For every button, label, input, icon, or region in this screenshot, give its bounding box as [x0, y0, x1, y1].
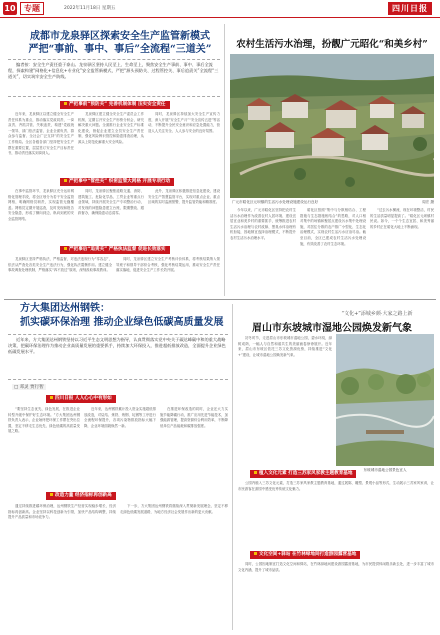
- article-d-subhead-1: 植入文化元素 打造三苏家风家教主题教育基地: [250, 470, 356, 478]
- article-a-body-1a: 近年来，龙泉驿区以建立健全安全生产责任体系为重点，推动落实党政同责、一岗双责、齐抓共管、失职追责，构建“党政统一领导、部门依法监管、企业全面负责、群众参与监督、全社会广泛支持”的安全生产工作格局。全区各级各部门坚持把安全生产摆在重要位置，层层签订安全生产目标责任书，推动责任落实到岗到人。: [8, 112, 74, 156]
- article-a-body-2a: 在事中监管环节，龙泉驿区充分运用网格化管理手段，将全区划分为若干安全监管网格，明确网格员职责，实现监管无缝覆盖。网格员定期开展巡查，及时发现和报告安全隐患，形成了横向到边、纵向到底的安全监管网络。: [8, 189, 74, 221]
- article-a-body-3b: 同时，龙泉驿区建立安全生产考核评价体系，将考核结果纳入领导班子和领导干部综合考核，强化考核结果运用，推动安全生产责任落实落地，促进安全生产工作长效开展。: [116, 257, 220, 273]
- article-a-body-1b: 龙泉驿区建立健全安全生产委员会工作机制，定期召开安全生产形势分析会，研究解决重大问题。全面推行企业安全生产标准化建设，督促企业建立全员安全生产责任制，强化风险辨识管控和隐患排查治理，从源头上防范化解重大安全风险。: [78, 112, 144, 144]
- article-d-photo-caption: 东坡城市湿地公园景色宜人: [363, 468, 407, 472]
- village-aerial-illustration: [230, 54, 434, 198]
- article-a-subhead-3: 严把事后“追责关” 严格执法监督 促进长效落实: [60, 246, 170, 254]
- wetland-park-illustration: [336, 334, 434, 466]
- page-header: [0, 0, 440, 18]
- article-b-body-2: 昭化区按照“集中与分散相结合、工程措施与生态措施相结合”的思路，对人口相对集中的场镇和聚居点建设污水集中处理设施，对居住分散的农户推广小型化、生态化治理模式，实现农村生活污水应治尽治。截至目前，全区已建成农村生活污水处理设施，有效改善了农村生态环境。: [300, 208, 366, 246]
- article-a-subhead-1: 严把事前“预防关” 完善机制体制 压实安全责任: [60, 101, 170, 109]
- page-number: 10: [4, 4, 16, 13]
- article-c-body-1b: 近年来，达州钢铁累计投入资金实施超低排放改造，对烧结、炼铁、炼钢、轧钢等工序进行全流程环保提升，各项污染物排放指标大幅下降，企业环境面貌焕然一新。: [84, 407, 156, 428]
- article-c-byline: □ 邓灵 贾行智: [14, 385, 44, 390]
- article-a-subhead-2: 严把事中“管控关” 织密监管大网格 开展专项行动: [60, 178, 174, 186]
- article-a-body-2b: 同时，龙泉驿区聚焦道路交通、消防、建筑施工、危险化学品、工贸企业等重点行业领域，持续开展安全生产专项整治行动，对发现的问题隐患建立台账、限期整改、跟踪督办，确保隐患动态清零。: [78, 189, 144, 216]
- article-b-headline: 农村生活污水治理，扮靓广元昭化“和美乡村”: [236, 39, 428, 50]
- article-a-lede: 编者按：安全生产责任重于泰山。龙泉驿区坚持人民至上、生命至上，聚焦安全生产事前、事中、事后全流程，探索构建“网格化+信息化+专业化”安全监管新模式，严把“源头预防关、过程管控关、事后追责关”全流程“三道关”，切实筑牢安全生产防线。: [8, 59, 220, 97]
- column-divider: [224, 24, 225, 296]
- subhead-marker-icon: [64, 179, 67, 182]
- column-divider: [232, 304, 233, 630]
- newspaper-logo: 四川日报: [388, 2, 432, 15]
- article-a-body-1c: 同时，龙泉驿区持续加大安全生产宣传力度，深入开展“安全生产月”“安全宣传五进”等活动，不断提升全民安全意识和应急处置能力，营造人人关注安全、人人参与安全的良好氛围。: [148, 112, 220, 133]
- article-b-photo: [230, 54, 434, 198]
- article-c-body-2b: 下一步，方大集团达州钢铁将继续深入贯彻新发展理念，坚定不移走绿色低碳发展道路，为地方经济社会发展作出新的更大贡献。: [120, 504, 228, 514]
- article-a-body-2c: 此外，龙泉驿区积极推进信息化建设，建设安全生产智慧监管平台，实现对重点企业、重点区域的实时监测预警，提升监管效能和精准度。: [148, 189, 220, 205]
- article-d-body-2: 公园内植入三苏文化元素，打造三苏家风家教主题教育基地，通过展陈、雕塑、景观小品等形式，生动展示三苏家风家训，让市民游客在游园中感受优秀传统文化魅力。: [238, 481, 434, 491]
- article-c-headline-line1: 方大集团达州钢铁：: [20, 303, 110, 314]
- article-c-lede: 近年来，方大集团达州钢铁坚持以习近平生态文明思想为指导，认真贯彻落实党中央关于碳达峰碳中和的重大战略决策，把碳环保治理作为推动企业高质量发展的重要抓手，持续加大环保投入，推进超低排放改造，全面提升企业绿色低碳发展水平。: [8, 334, 228, 380]
- article-c-body-1c: 在推进环保改造的同时，企业还大力实施节能降碳行动，推广应用先进节能技术，加强能源管理，提高资源综合利用效率，不断降低单位产品能耗和碳排放强度。: [160, 407, 228, 428]
- subhead-marker-icon: [254, 471, 257, 474]
- article-d-subhead-2: 文化空间+驿站 在竹林绿地间打造游园露营基地: [250, 551, 360, 559]
- article-c-subhead-1: 四川日报 人人心心中有形如: [46, 395, 116, 403]
- article-c-body-1a: “要坚持生态优先、绿色发展，在推进企业转型升级中保护好生态环境。”方大集团达州钢铁负责人表示，企业始终把环保工作摆在突出位置，坚定不移走生态优先、绿色低碳的高质量发展之路。: [8, 407, 80, 434]
- subhead-marker-icon: [64, 247, 67, 250]
- subhead-marker-icon: [50, 396, 53, 399]
- section-tag: 专题: [20, 2, 44, 15]
- subhead-marker-icon: [64, 102, 67, 105]
- article-d-body-1: 初冬时节，走进眉山市东坡城市湿地公园，碧水环绕，绿树成荫，一幅人与自然和谐共生的美丽画卷徐徐展开。近年来，眉山市东坡区依托三苏文化资源优势，持续推进“文化+”建设，让城市湿地公园焕发新气象。: [238, 336, 332, 357]
- article-d-body-3: 同时，公园因地制宜打造文化空间和驿站，在竹林绿地间建设游园露营基地，为市民提供休闲娱乐新去处，进一步丰富了城市文化内涵，提升了城市品质。: [238, 562, 434, 572]
- subhead-marker-icon: [50, 493, 53, 496]
- article-c-headline-line2: 抓实碳环保治理 推动企业绿色低碳高质量发展: [20, 317, 224, 328]
- article-c-subhead-2: 改造力量 经济指标再创新高: [46, 492, 116, 500]
- article-d-photo: [336, 334, 434, 466]
- article-b-photo-caption: 广元市昭化区元坝镇的生活污水处理设施建设运行良好: [232, 200, 319, 204]
- issue-date: 2022年11月18日 星期五: [64, 6, 116, 11]
- article-a-body-3a: 龙泉驿区坚持严格执法、严格监督，对违法违规行为“零容忍”，依法从严查处各类安全生产违法行为，强化执法震慑作用。建立健全事故调查处理机制，严格落实“四不放过”原则，深刻汲取事故教训。: [8, 257, 112, 273]
- article-a-headline-line2: 严把“事前、事中、事后”全流程“三道关”: [28, 44, 212, 55]
- section-divider: [4, 299, 436, 300]
- article-b-body-1: 今年以来，广元市昭化区坚持把农村生活污水治理作为改善农村人居环境、建设宜居宜业和美乡村的重要抓手，统筹推进农村生活污水治理与农村改厕、黑臭水体治理有机衔接，因地制宜选择治理模式，不断提升农村生活污水治理水平。: [230, 208, 296, 240]
- subhead-marker-icon: [254, 552, 257, 555]
- article-b-body-3: “过去污水横流，现在环境整洁，村民的生活质量明显提高了。”昭化区元坝镇村民说。如今，一个个生态宜居、和美秀丽的乡村正在昭化大地上不断涌现。: [370, 208, 434, 229]
- article-c-body-2a: 通过持续推进碳环保治理，达州钢铁生产经营实现稳步增长，经济指标再创新高。企业坚持以科技创新为引领，加快产品结构调整，持续提升产品质量和市场竞争力。: [8, 504, 116, 520]
- article-d-kicker: “文化+”添城乡颜·大家之路上新: [341, 311, 413, 317]
- article-a-headline-line1: 成都市龙泉驿区探索安全生产监管新模式: [30, 31, 210, 42]
- article-d-headline: 眉山市东坡城市湿地公园焕发新气象: [252, 323, 412, 334]
- article-b-photo-credit: 周宏 摄: [422, 200, 434, 204]
